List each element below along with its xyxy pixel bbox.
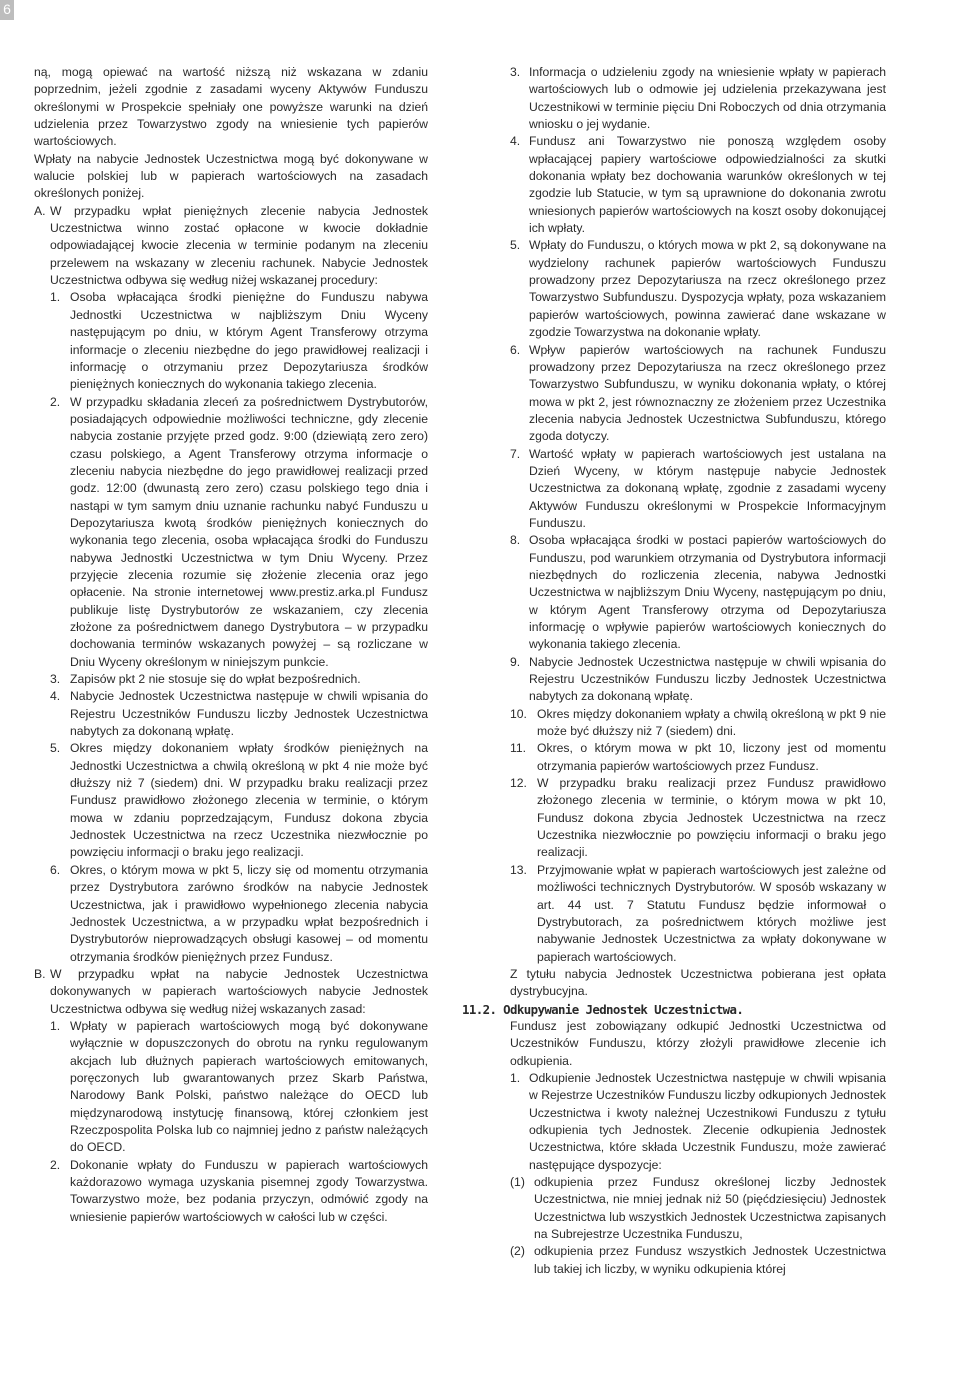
left-column xyxy=(34,64,428,1226)
list-item xyxy=(510,1243,886,1278)
item-text: odkupienia przez Fundusz wszystkich Jednostek Uczestnictwa lub takiej ich liczby, w wyniku odkupienia której xyxy=(534,1244,886,1276)
list-item xyxy=(510,775,886,862)
item-text: Okres, o którym mowa w pkt 5, liczy się od momentu otrzymania przez Dystrybutora zarówno środków na nabycie Jednostek Uczestnictwa, jak i prawidłowo wypełnionego zlecenia nabycia Jednostek Uczestnictwa, a w przypadku wpłat bezpośrednich i Dystrybutorów nieprowadzących obsługi kasowej – od momentu otrzymania środków pieniężnych przez Fundusz. xyxy=(70,862,428,964)
fee-note: Z tytułu nabycia Jednostek Uczestnictwa pobierana jest opłata dystrybucyjna. xyxy=(510,966,886,999)
item-text: Osoba wpłacająca środki pieniężne do Funduszu nabywa Jednostki Uczestnictwa w najbliższym Dniu Wyceny następującym po dniu, w którym Agent Transferowy otrzyma informacje o zleceniu niezbędne do jego prawidłowej realizacji i informację o otrzymaniu przez Depozytariusza środków pieniężnych koniecznych do wykonania takiego zlecenia. xyxy=(70,290,428,392)
section-heading: 11.2. Odkupywanie Jednostek Uczestnictwa. xyxy=(462,1001,744,1017)
list-item xyxy=(510,237,886,341)
redemption-list xyxy=(510,1070,886,1174)
item-number: 2. xyxy=(50,1157,61,1172)
section-label: B. xyxy=(34,966,46,981)
list-item xyxy=(50,1018,428,1157)
section-a-list xyxy=(34,289,428,965)
item-text: Osoba wpłacająca środki w postaci papierów wartościowych do Funduszu, pod warunkiem otrzymania od Dystrybutora informacji niezbędnych do rozliczenia zlecenia, nabywa Jednostki Uczestnictwa w najbliższym Dniu Wyceny, następującym po dniu, w którym Agent Transferowy otrzyma od Depozytariusza informację o wpływie papierów wartościowych koniecznych do wykonania takiego zlecenia. xyxy=(529,533,886,652)
numbered-list-continued xyxy=(510,706,886,966)
list-item xyxy=(50,1157,428,1226)
numbered-list xyxy=(510,64,886,706)
item-number: 8. xyxy=(510,533,521,548)
item-number: 5. xyxy=(50,741,61,756)
item-text: W przypadku braku realizacji przez Fundusz prawidłowo złożonego zlecenia w terminie, o którym mowa w pkt 10, Fundusz dokona zbycia Jednostek Uczestnictwa na rzecz Uczestnika niezwłocznie po powzięciu informacji o braku jego realizacji. xyxy=(537,776,886,860)
list-item xyxy=(510,654,886,706)
item-text: Odkupienie Jednostek Uczestnictwa następuje w chwili wpisania w Rejestrze Uczestników Funduszu liczby odkupionych Jednostek Uczestnictwa i kwoty należnej Uczestnikowi Funduszu z tytułu odkupienia tych Jednostek. Zlecenie odkupienia Jednostek Uczestnictwa, które składa Uczestnik Funduszu, może zawierać następujące dyspozycje: xyxy=(529,1070,886,1172)
item-text: Wpłaty w papierach wartościowych mogą być dokonywane wyłącznie w dopuszczonych do obrotu na rynku regulowanym akcjach lub dłużnych papierach wartościowych emitowanych, poręczonych lub gwarantowanych przez Skarb Państwa, Narodowy Bank Polski, państwo należące do OECD lub międzynarodową instytucję finansową, której członkiem jest Rzeczpospolita Polska lub co najmniej jedno z państw należących do OECD. xyxy=(70,1018,428,1155)
item-number: (1) xyxy=(510,1175,525,1189)
section-label: A. xyxy=(34,203,46,218)
item-number: 1. xyxy=(50,290,61,305)
list-item xyxy=(50,289,428,393)
paragraph: ną, mogą opiewać na wartość niższą niż wskazana w zdaniu poprzednim, jeżeli zgodnie z zasadami wyceny Aktywów Funduszu określonymi w Prospekcie spełniały one powyższe warunki na dzień udzielenia przez Towarzystwo zgody na wniesienie tych papierów wartościowych. xyxy=(34,65,428,149)
item-number: 13. xyxy=(510,862,527,877)
list-item xyxy=(50,740,428,861)
item-text: Okres między dokonaniem wpłaty środków pieniężnych na Jednostki Uczestnictwa a chwilą określoną w pkt 4 nie może być dłuższy niż 7 (siedem) dni. W przypadku braku realizacji przez Fundusz prawidłowo złożonego zlecenia w terminie, o którym mowa w zdaniu poprzedzającym, Fundusz dokona zbycia Jednostek Uczestnictwa na rzecz Uczestnika niezwłocznie po powzięciu informacji o braku jego realizacji. xyxy=(70,741,428,860)
list-item xyxy=(510,64,886,133)
item-number: 6. xyxy=(50,862,61,877)
list-item xyxy=(510,862,886,966)
item-text: Nabycie Jednostek Uczestnictwa następuje w chwili wpisania do Rejestru Uczestników Funduszu liczby Jednostek Uczestnictwa nabytych za dokonaną wpłatę. xyxy=(529,654,886,704)
item-text: Nabycie Jednostek Uczestnictwa następuje w chwili wpisania do Rejestru Uczestników Funduszu liczby Jednostek Uczestnictwa nabytych za dokonaną wpłatę. xyxy=(70,689,428,739)
item-text: Dokonanie wpłaty do Funduszu w papierach wartościowych każdorazowo wymaga uzyskania pisemnej zgody Towarzystwa. Towarzystwo może, bez podania przyczyn, odmówić zgody na wniesienie papierów wartościowych w całości lub w części. xyxy=(70,1157,428,1224)
section-b-list xyxy=(34,1018,428,1226)
list-item xyxy=(50,394,428,672)
sub-list xyxy=(510,1174,886,1278)
list-item xyxy=(510,1174,886,1243)
section-b xyxy=(34,966,428,1018)
list-item xyxy=(510,1070,886,1174)
item-number: 1. xyxy=(50,1018,61,1033)
item-text: Wpłaty do Funduszu, o których mowa w pkt 2, są dokonywane na wydzielony rachunek papierów wartościowych Funduszu prowadzony przez Depozytariusza na rzecz określonego przez Towarzystwo Subfunduszu. Dyspozycja wpłaty, poza wskazaniem papierów wartościowych, powinna zawierać dane wskazane w zgodzie Towarzystwa na dokonanie wpłaty. xyxy=(529,238,886,340)
item-text: Fundusz ani Towarzystwo nie ponoszą względem osoby wpłacającej papiery wartościowe odpowiedzialności za skutki dokonania wpłaty bez dochowania warunków określonych w tej zgodzie lub Statucie, w tym są uprawnione do dokonania zwrotu wniesionych papierów wartościowych na koszt osoby dokonującej ich wpłaty. xyxy=(529,134,886,236)
item-text: Informacja o udzieleniu zgody na wniesienie wpłaty w papierach wartościowych lub o odmowie jej udzielenia przekazywana jest Uczestnikowi w terminie pięciu Dni Roboczych od dnia otrzymania wniosku o jej wydanie. xyxy=(529,65,886,132)
section-text: W przypadku wpłat na nabycie Jednostek Uczestnictwa dokonywanych w papierach wartościowych nabycie Jednostek Uczestnictwa odbywa się według niżej wskazanych zasad: xyxy=(50,966,428,1016)
list-item xyxy=(510,740,886,775)
paragraph: Fundusz jest zobowiązany odkupić Jednostki Uczestnictwa od Uczestników Funduszu, którzy złożyli prawidłowe zlecenie ich odkupienia. xyxy=(510,1018,886,1068)
item-number: (2) xyxy=(510,1244,525,1259)
item-number: 3. xyxy=(510,65,521,79)
item-text: Okres między dokonaniem wpłaty a chwilą określoną w pkt 9 nie może być dłuższy niż 7 (siedem) dni. xyxy=(537,706,886,739)
item-number: 1. xyxy=(510,1070,521,1085)
item-number: 12. xyxy=(510,776,527,791)
item-text: Wpływ papierów wartościowych na rachunek Funduszu prowadzony przez Depozytariusza na rzecz określonego przez Towarzystwo Subfunduszu, w wyniku dokonania wpłaty, o której mowa w pkt 2, jest równoznaczny ze złożeniem przez Uczestnika zlecenia nabycia Jednostek Uczestnictwa Subfunduszu, którego zgoda dotyczy. xyxy=(529,342,886,444)
item-text: Okres, o którym mowa w pkt 10, liczony jest od momentu otrzymania papierów wartościowych przez Fundusz. xyxy=(537,741,886,773)
list-item xyxy=(510,342,886,446)
item-text: Zapisów pkt 2 nie stosuje się do wpłat bezpośrednich. xyxy=(70,672,361,687)
list-item xyxy=(50,671,428,688)
list-item xyxy=(50,688,428,740)
item-number: 7. xyxy=(510,446,521,461)
item-text: Wartość wpłaty w papierach wartościowych jest ustalana na Dzień Wyceny, w którym następuje nabycie Jednostek Uczestnictwa za dokonaną wpłatę, zgodnie z zasadami wyceny Aktywów Funduszu określonymi w Prospekcie Informacyjnym Funduszu. xyxy=(529,446,886,530)
item-text: Przyjmowanie wpłat w papierach wartościowych jest zależne od możliwości technicznych Dystrybutorów. W sposób wskazany w art. 44 ust. 7 Statutu Fundusz będzie informował o Dystrybutorach, za pośrednictwem których możliwe jest nabywanie Jednostek Uczestnictwa za wpłaty dokonywane w papierach wartościowych. xyxy=(537,862,886,964)
item-number: 6. xyxy=(510,342,521,357)
list-item xyxy=(50,862,428,966)
section-a xyxy=(34,203,428,290)
right-column xyxy=(462,64,886,1278)
item-number: 11. xyxy=(510,741,527,756)
item-number: 2. xyxy=(50,394,61,409)
item-text: odkupienia przez Fundusz określonej liczby Jednostek Uczestnictwa, nie mniej jednak niż 50 (pięćdziesięciu) Jednostek Uczestnictwa lub wszystkich Jednostek Uczestnictwa zapisanych na Subrejestrze Uczestnika Funduszu, xyxy=(534,1175,886,1242)
item-number: 4. xyxy=(510,134,521,149)
item-number: 4. xyxy=(50,689,61,704)
list-item xyxy=(510,133,886,237)
section-text: W przypadku wpłat pieniężnych zlecenie nabycia Jednostek Uczestnictwa winno zostać opłacone w kwocie dokładnie odpowiadającej kwocie zlecenia w terminie podanym na zleceniu przelewem na wskazany w zleceniu rachunek. Nabycie Jednostek Uczestnictwa odbywa się według niżej wskazanej procedury: xyxy=(50,203,428,288)
item-number: 9. xyxy=(510,654,521,669)
item-number: 10. xyxy=(510,706,527,721)
list-item xyxy=(510,532,886,653)
page-number: 6 xyxy=(0,0,14,20)
list-item xyxy=(510,446,886,533)
item-number: 3. xyxy=(50,672,61,687)
item-text: W przypadku składania zleceń za pośrednictwem Dystrybutorów, posiadających odpowiednie możliwości techniczne, gdy zlecenie nabycia zostanie przyjęte przed godz. 9:00 (dziewiątą zero zero) czasu polskiego, a Agent Transferowy otrzyma informacje o zleceniu nabycia niezbędne do jego prawidłowej realizacji przed godz. 12:00 (dwunastą zero zero) czasu polskiego tego dnia i nastąpi w tym samym dniu uznanie rachunku nabyć Funduszu u Depozytariusza kwotą środków pieniężnych koniecznych do wykonania tego zlecenia, osoba wpłacająca środki do Funduszu nabywa Jednostki Uczestnictwa w tym Dniu Wyceny. Przez przyjęcie zlecenia rozumie się złożenie zlecenia oraz jego opłacenie. Na stronie internetowej www.prestiz.arka.pl Fundusz publikuje listę Dystrybutorów ze wskazaniem, czy zlecenia złożone za pośrednictwem danego Dystrybutora – w przypadku dochowania terminów wskazanych powyżej – są rozliczane w Dniu Wyceny określonym w niniejszym punkcie. xyxy=(70,394,428,669)
paragraph: Wpłaty na nabycie Jednostek Uczestnictwa mogą być dokonywane w walucie polskiej lub w papierach wartościowych na zasadach określonych poniżej. xyxy=(34,151,428,201)
list-item xyxy=(510,706,886,741)
item-number: 5. xyxy=(510,238,521,253)
